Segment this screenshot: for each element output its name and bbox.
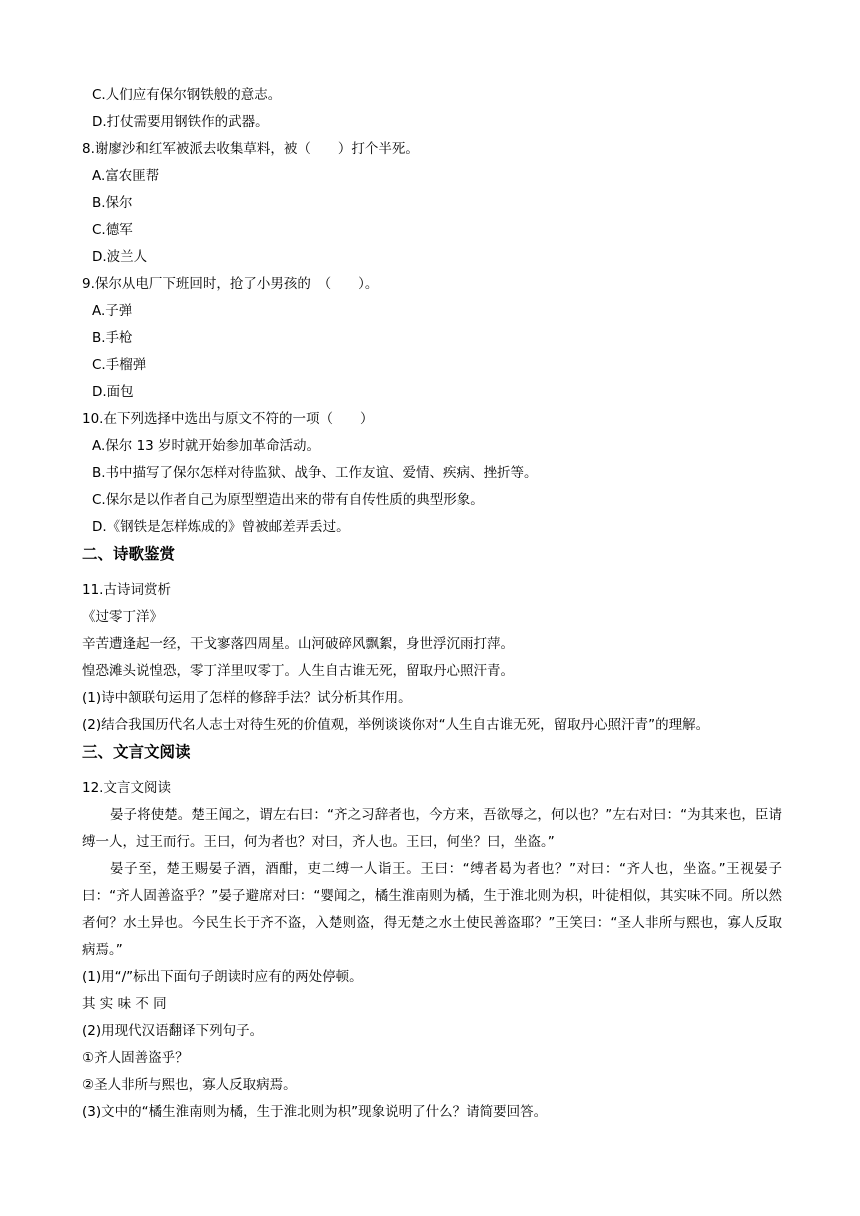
q10-option-b: B.书中描写了保尔怎样对待监狱、战争、工作友谊、爱情、疾病、挫折等。 [92, 465, 538, 481]
q8-option-c: C.德军 [92, 222, 133, 238]
q11-question-2: (2)结合我国历代名人志士对待生死的价值观，举例谈谈你对“人生自古谁无死，留取丹心照汗青”的理解。 [82, 717, 710, 733]
q11-stem: 11.古诗词赏析 [82, 582, 171, 598]
q12-question-2-item-1: ①齐人固善盗乎？ [82, 1050, 189, 1066]
section-heading-classical: 三、文言文阅读 [82, 743, 191, 761]
q7-option-d: D.打仗需要用钢铁作的武器。 [92, 114, 269, 130]
q8-stem: 8.谢廖沙和红军被派去收集草料，被（ ）打个半死。 [82, 141, 419, 157]
q9-stem: 9.保尔从电厂下班回时，抢了小男孩的 （ ）。 [82, 276, 379, 292]
q11-question-1: (1)诗中颔联句运用了怎样的修辞手法？试分析其作用。 [82, 690, 412, 706]
q9-option-c: C.手榴弹 [92, 357, 147, 373]
q10-option-c: C.保尔是以作者自己为原型塑造出来的带有自传性质的典型形象。 [92, 492, 484, 508]
q8-option-a: A.富农匪帮 [92, 168, 160, 184]
q8-option-d: D.波兰人 [92, 249, 148, 265]
poem-title: 《过零丁洋》 [82, 609, 163, 625]
q12-question-3: (3)文中的“橘生淮南则为橘，生于淮北则为枳”现象说明了什么？请简要回答。 [82, 1104, 548, 1120]
poem-line-2: 惶恐滩头说惶恐，零丁洋里叹零丁。人生自古谁无死，留取丹心照汗青。 [82, 663, 514, 679]
q12-question-1: (1)用“/”标出下面句子朗读时应有的两处停顿。 [82, 969, 363, 985]
q10-option-d: D.《钢铁是怎样炼成的》曾被邮差弄丢过。 [92, 519, 350, 535]
q12-question-2: (2)用现代汉语翻译下列句子。 [82, 1023, 264, 1039]
q8-option-b: B.保尔 [92, 195, 133, 211]
passage-paragraph-2: 晏子至，楚王赐晏子酒，酒酣，吏二缚一人诣王。王曰：“缚者曷为者也？”对曰：“齐人也，坐盗。”王视晏子曰：“齐人固善盗乎？”晏子避席对曰：“婴闻之，橘生淮南则为橘，生于淮北则为枳，叶徒相似，其实味不同。所以然者何？水土异也。今民生长于齐不盗，入楚则盗，得无楚之水土使民善盗耶？”王笑曰：“圣人非所与熙也，寡人反取病焉。” [82, 861, 782, 958]
q9-option-a: A.子弹 [92, 303, 133, 319]
q12-stem: 12.文言文阅读 [82, 780, 171, 796]
poem-line-1: 辛苦遭逢起一经，干戈寥落四周星。山河破碎风飘絮，身世浮沉雨打萍。 [82, 636, 514, 652]
passage-paragraph-1: 晏子将使楚。楚王闻之，谓左右曰：“齐之习辞者也，今方来，吾欲辱之，何以也？”左右对曰：“为其来也，臣请缚一人，过王而行。王曰，何为者也？对曰，齐人也。王曰，何坐？曰，坐盗。” [82, 807, 782, 850]
q9-option-d: D.面包 [92, 384, 134, 400]
q10-stem: 10.在下列选择中选出与原文不符的一项（ ） [82, 411, 374, 427]
section-heading-poetry: 二、诗歌鉴赏 [82, 545, 176, 563]
q7-option-c: C.人们应有保尔钢铁般的意志。 [92, 87, 282, 103]
q9-option-b: B.手枪 [92, 330, 133, 346]
q12-question-1-sentence: 其 实 味 不 同 [82, 996, 167, 1012]
q10-option-a: A.保尔 13 岁时就开始参加革命活动。 [92, 438, 321, 454]
q12-question-2-item-2: ②圣人非所与熙也，寡人反取病焉。 [82, 1077, 297, 1093]
